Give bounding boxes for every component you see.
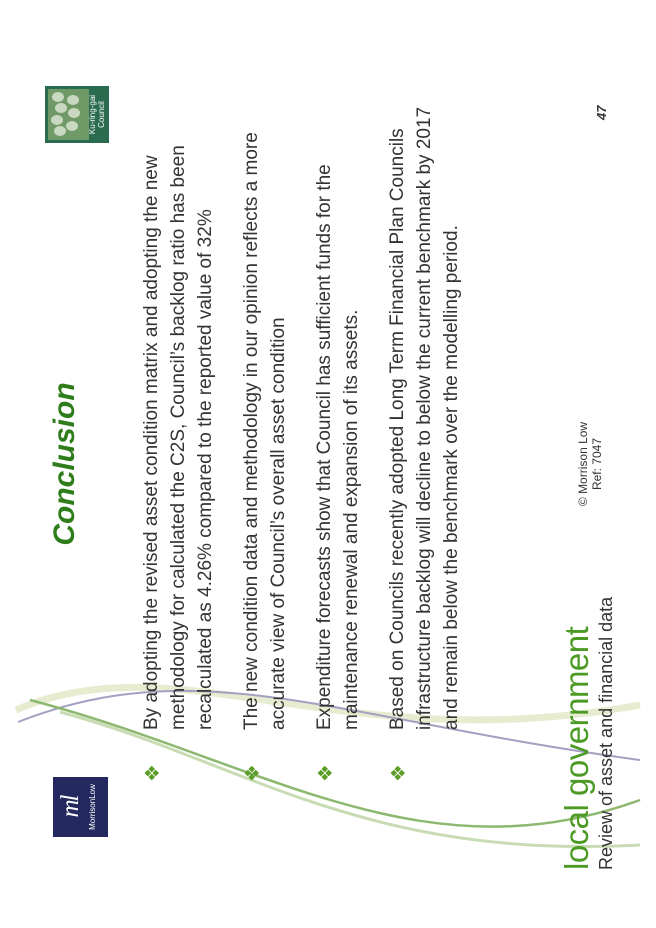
council-name (88, 86, 106, 143)
bullet-item (138, 100, 219, 782)
brand-subtitle: Review of asset and financial data (596, 596, 616, 870)
diamond-bullet-icon: ❖ (315, 764, 337, 782)
brand-title: local government (558, 626, 595, 870)
copyright (576, 0, 604, 928)
slide-title: Conclusion (48, 382, 81, 546)
diamond-bullet-icon: ❖ (388, 764, 410, 782)
bullet-text: Expenditure forecasts show that Council has sufficient funds for the maintenance renewal and expansion of its assets. (314, 164, 362, 730)
logo-mark: ml (57, 796, 84, 818)
bullet-text: Based on Councils recently adopted Long Term Financial Plan Councils infrastructure backlog will decline to below the current benchmark by 2017 and remain below the benchmark over the modelling period. (387, 106, 462, 730)
trees-image (48, 89, 89, 140)
bullet-item (238, 100, 292, 782)
reference-line: Ref: 7047 (590, 437, 604, 491)
diamond-bullet-icon: ❖ (142, 764, 164, 782)
bullet-list (138, 100, 484, 782)
council-logo (45, 86, 109, 143)
bullet-item (311, 100, 365, 782)
copyright-line: © Morrison Low (576, 421, 590, 507)
diamond-bullet-icon: ❖ (242, 764, 264, 782)
council-name-line: Ku-ring-gai (88, 94, 97, 135)
page-number: 47 (594, 105, 609, 120)
morrison-low-logo (53, 777, 108, 837)
logo-name: MorrisonLow (88, 784, 97, 830)
bullet-text: The new condition data and methodology in our opinion reflects a more accurate view of Council’s overall asset condition (241, 132, 289, 730)
council-name-line: Council (97, 101, 106, 128)
bullet-item (384, 100, 465, 782)
bullet-text: By adopting the revised asset condition matrix and adopting the new methodology for calculated the C2S, Council’s backlog ratio has been recalculated as 4.26% compared to the reported value of 32% (141, 145, 216, 730)
